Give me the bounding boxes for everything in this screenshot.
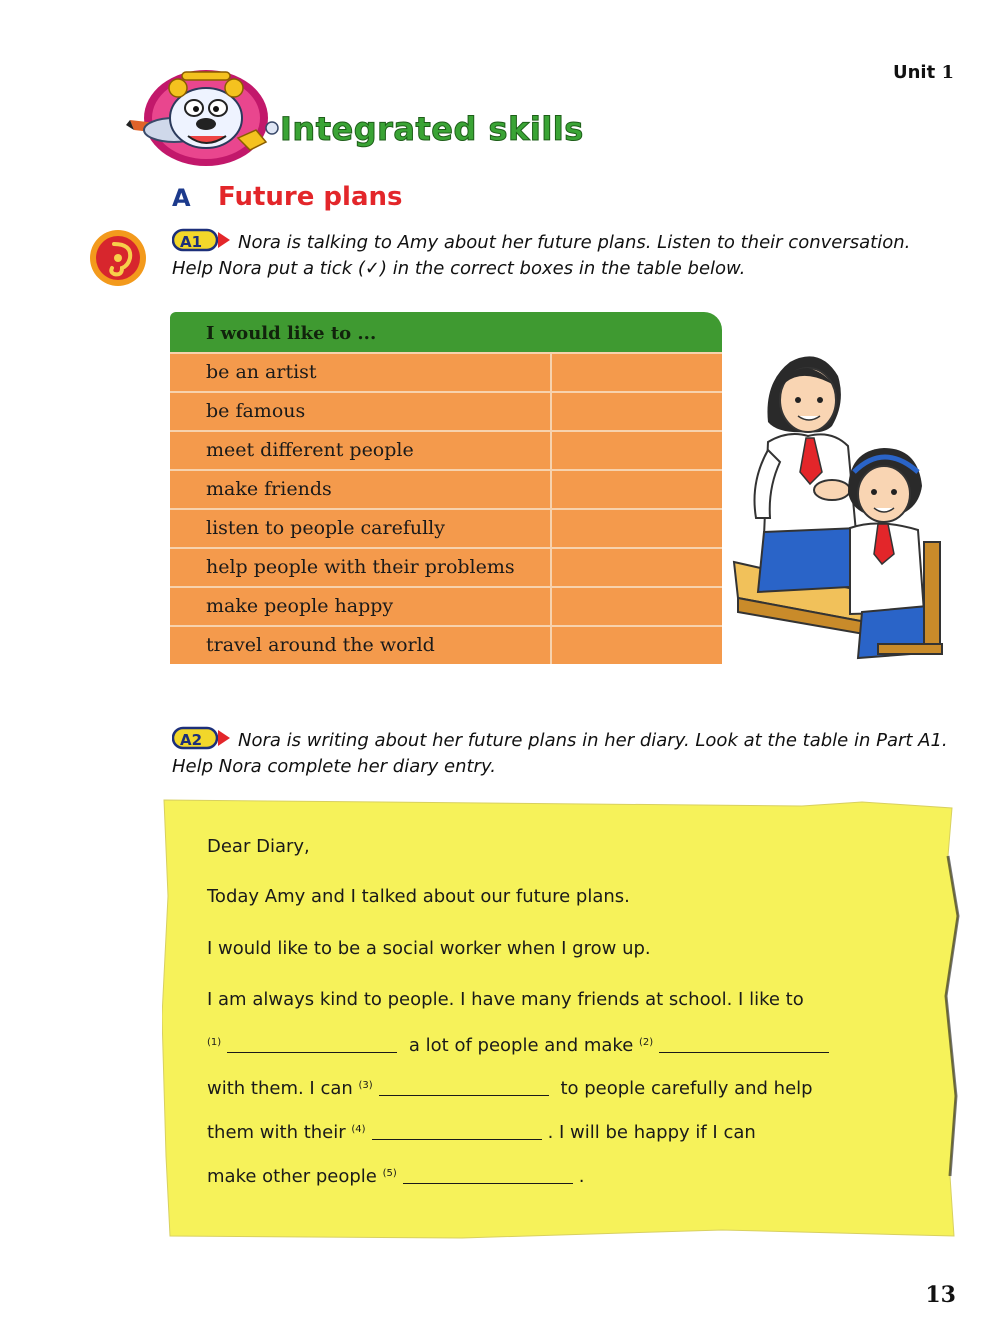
blank-number: (4) [351,1124,366,1135]
tick-box[interactable] [552,588,722,625]
tick-box[interactable] [552,549,722,586]
a2-instruction-text: Nora is writing about her future plans in her diary. Look at the table in Part A1. Help Nora complete her diary entry. [172,730,948,777]
diary-text: make other people [207,1166,377,1187]
blank-number: (5) [382,1168,397,1179]
unit-label-text: Unit [892,62,936,83]
tick-box[interactable] [552,627,722,664]
blank-number: (3) [358,1080,373,1091]
page-title: Integrated skills [280,110,584,148]
table-row [170,586,722,625]
tick-box[interactable] [552,510,722,547]
answer-blank-2[interactable] [659,1034,829,1053]
tick-box[interactable] [552,393,722,430]
a2-badge-label: A2 [180,731,203,749]
row-label: make people happy [170,588,552,625]
diary-line [207,1077,813,1099]
section-title: Future plans [218,182,403,212]
diary-greeting: Dear Diary, [207,836,310,857]
a1-instruction [172,228,952,282]
row-label: be an artist [170,354,552,391]
row-label: help people with their problems [170,549,552,586]
unit-label [893,62,954,83]
answer-blank-4[interactable] [372,1121,542,1140]
dog-mascot-logo [126,66,286,168]
table-row [170,625,722,664]
preferences-table [170,312,722,664]
diary-text: . I will be happy if I can [547,1122,756,1143]
row-label: travel around the world [170,627,552,664]
a1-badge-label: A1 [180,233,203,251]
diary-line [207,1165,584,1187]
table-row [170,391,722,430]
section-letter: A [172,184,191,212]
tick-box[interactable] [552,432,722,469]
diary-line: I would like to be a social worker when I grow up. [207,938,651,959]
answer-blank-1[interactable] [227,1034,397,1053]
table-row [170,547,722,586]
diary-text: to people carefully and help [560,1078,813,1099]
diary-line: Today Amy and I talked about our future plans. [207,886,630,907]
row-label: listen to people carefully [170,510,552,547]
diary-line [207,1121,756,1143]
page-number: 13 [925,1282,956,1308]
unit-number: 1 [941,62,954,83]
listening-icon [88,228,148,288]
tick-box[interactable] [552,471,722,508]
blank-number: (2) [639,1037,654,1048]
table-row [170,508,722,547]
diary-line [207,1034,835,1056]
a1-instruction-text: Nora is talking to Amy about her future plans. Listen to their conversation. Help Nora put a tick (✓) in the correct boxes in the table below. [172,232,911,279]
row-label: meet different people [170,432,552,469]
answer-blank-5[interactable] [403,1165,573,1184]
a1-badge [172,228,232,252]
table-row [170,430,722,469]
a2-badge [172,726,232,750]
a2-instruction [172,726,952,780]
table-row [170,469,722,508]
diary-text: a lot of people and make [408,1035,634,1056]
diary-text: them with their [207,1122,346,1143]
blank-number: (1) [207,1037,222,1048]
row-label: be famous [170,393,552,430]
row-label: make friends [170,471,552,508]
table-row [170,352,722,391]
tick-box[interactable] [552,354,722,391]
diary-text: . [578,1166,585,1187]
diary-text: with them. I can [207,1078,353,1099]
table-header: I would like to ... [170,312,722,352]
two-girls-illustration [728,322,950,670]
answer-blank-3[interactable] [379,1077,549,1096]
diary-line: I am always kind to people. I have many friends at school. I like to [207,989,804,1010]
